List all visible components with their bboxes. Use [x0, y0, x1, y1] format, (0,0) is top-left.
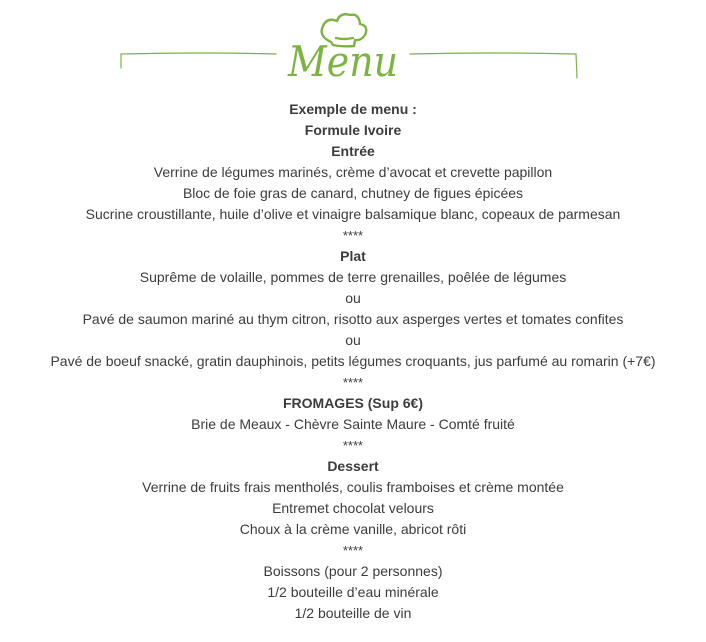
menu-intro: Exemple de menu : [289, 101, 417, 117]
menu-item: Verrine de légumes marinés, crème d’avocat et crevette papillon [153, 164, 553, 180]
menu-item: Pavé de boeuf snacké, gratin dauphinois, petits légumes croquants, jus parfumé au romarin (+7€) [50, 353, 656, 369]
menu-header-graphic [0, 0, 706, 95]
section-separator: **** [342, 543, 364, 558]
menu-item: Entremet chocolat velours [272, 500, 434, 516]
menu-content [0, 99, 706, 624]
menu-item: Choux à la crème vanille, abricot rôti [239, 521, 467, 537]
menu-item: Brie de Meaux - Chèvre Sainte Maure - Comté fruité [191, 416, 515, 432]
menu-item: 1/2 bouteille de vin [294, 605, 412, 621]
menu-item: Pavé de saumon mariné au thym citron, risotto aux asperges vertes et tomates confites [82, 311, 624, 327]
menu-item: Sucrine croustillante, huile d’olive et vinaigre balsamique blanc, copeaux de parmesan [85, 206, 621, 222]
menu-item: Suprême de volaille, pommes de terre grenailles, poêlée de légumes [139, 269, 567, 285]
menu-item: Verrine de fruits frais mentholés, coulis framboises et crème montée [142, 479, 564, 495]
menu-item-or: ou [345, 332, 361, 348]
section-title-fromages: FROMAGES (Sup 6€) [282, 395, 423, 411]
menu-item: Bloc de foie gras de canard, chutney de figues épicées [182, 185, 524, 201]
menu-item: 1/2 bouteille d’eau minérale [267, 584, 439, 600]
menu-header [0, 0, 706, 95]
menu-logo-text: Menu [287, 37, 398, 86]
menu-item: Boissons (pour 2 personnes) [263, 563, 443, 579]
section-separator: **** [342, 228, 364, 243]
formula-title: Formule Ivoire [304, 122, 402, 138]
right-rule-line [410, 53, 577, 78]
section-separator: **** [342, 438, 364, 453]
left-rule-line [121, 53, 276, 68]
section-separator: **** [342, 375, 364, 390]
section-title-plat: Plat [340, 248, 366, 264]
section-title-entree: Entrée [331, 143, 375, 159]
menu-item-or: ou [345, 290, 361, 306]
section-title-dessert: Dessert [327, 458, 379, 474]
